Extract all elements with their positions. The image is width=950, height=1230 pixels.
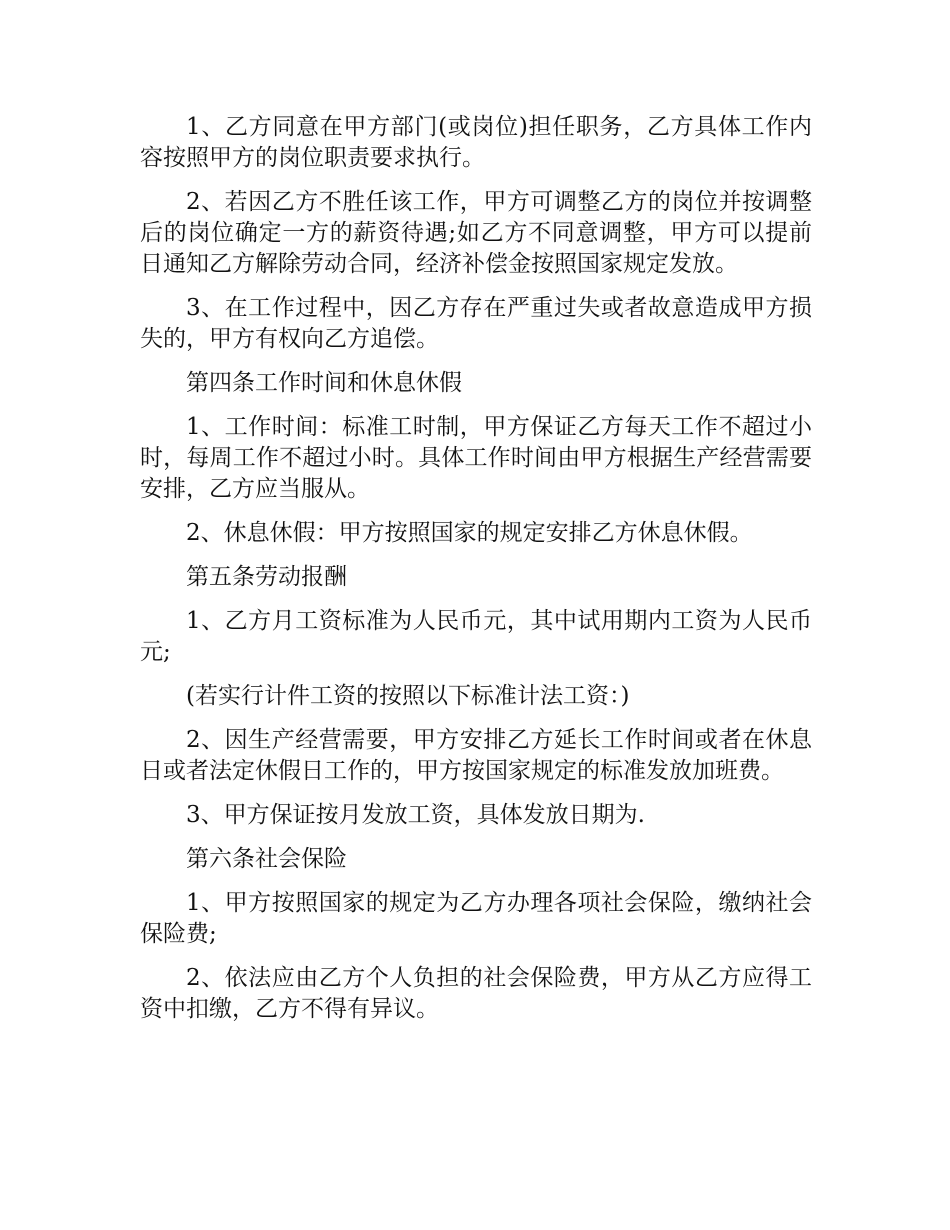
clause-paragraph: 2、因生产经营需要，甲方安排乙方延长工作时间或者在休息日或者法定休假日工作的，甲方按国家规定的标准发放加班费。 — [140, 727, 812, 784]
clause-note: (若实行计件工资的按照以下标准计法工资：) — [186, 683, 630, 709]
clause-paragraph: 2、休息休假：甲方按照国家的规定安排乙方休息休假。 — [186, 520, 753, 546]
clause-paragraph: 3、甲方保证按月发放工资，具体发放日期为. — [186, 802, 645, 828]
section-heading: 第四条工作时间和休息休假 — [186, 370, 462, 396]
document-page — [140, 112, 812, 1038]
section-heading: 第六条社会保险 — [186, 846, 347, 872]
clause-paragraph: 3、在工作过程中，因乙方存在严重过失或者故意造成甲方损失的，甲方有权向乙方追偿。 — [140, 295, 812, 352]
clause-paragraph: 1、甲方按照国家的规定为乙方办理各项社会保险，缴纳社会保险费; — [140, 890, 812, 947]
clause-paragraph: 2、依法应由乙方个人负担的社会保险费，甲方从乙方应得工资中扣缴，乙方不得有异议。 — [140, 965, 812, 1022]
clause-paragraph: 1、工作时间：标准工时制，甲方保证乙方每天工作不超过小时，每周工作不超过小时。具体工作时间由甲方根据生产经营需要安排，乙方应当服从。 — [140, 414, 812, 502]
clause-paragraph: 2、若因乙方不胜任该工作，甲方可调整乙方的岗位并按调整后的岗位确定一方的薪资待遇;如乙方不同意调整，甲方可以提前日通知乙方解除劳动合同，经济补偿金按照国家规定发放。 — [140, 189, 812, 277]
section-heading: 第五条劳动报酬 — [186, 564, 347, 590]
clause-paragraph: 1、乙方月工资标准为人民币元，其中试用期内工资为人民币元; — [140, 608, 812, 665]
clause-paragraph: 1、乙方同意在甲方部门(或岗位)担任职务，乙方具体工作内容按照甲方的岗位职责要求执行。 — [140, 114, 812, 171]
